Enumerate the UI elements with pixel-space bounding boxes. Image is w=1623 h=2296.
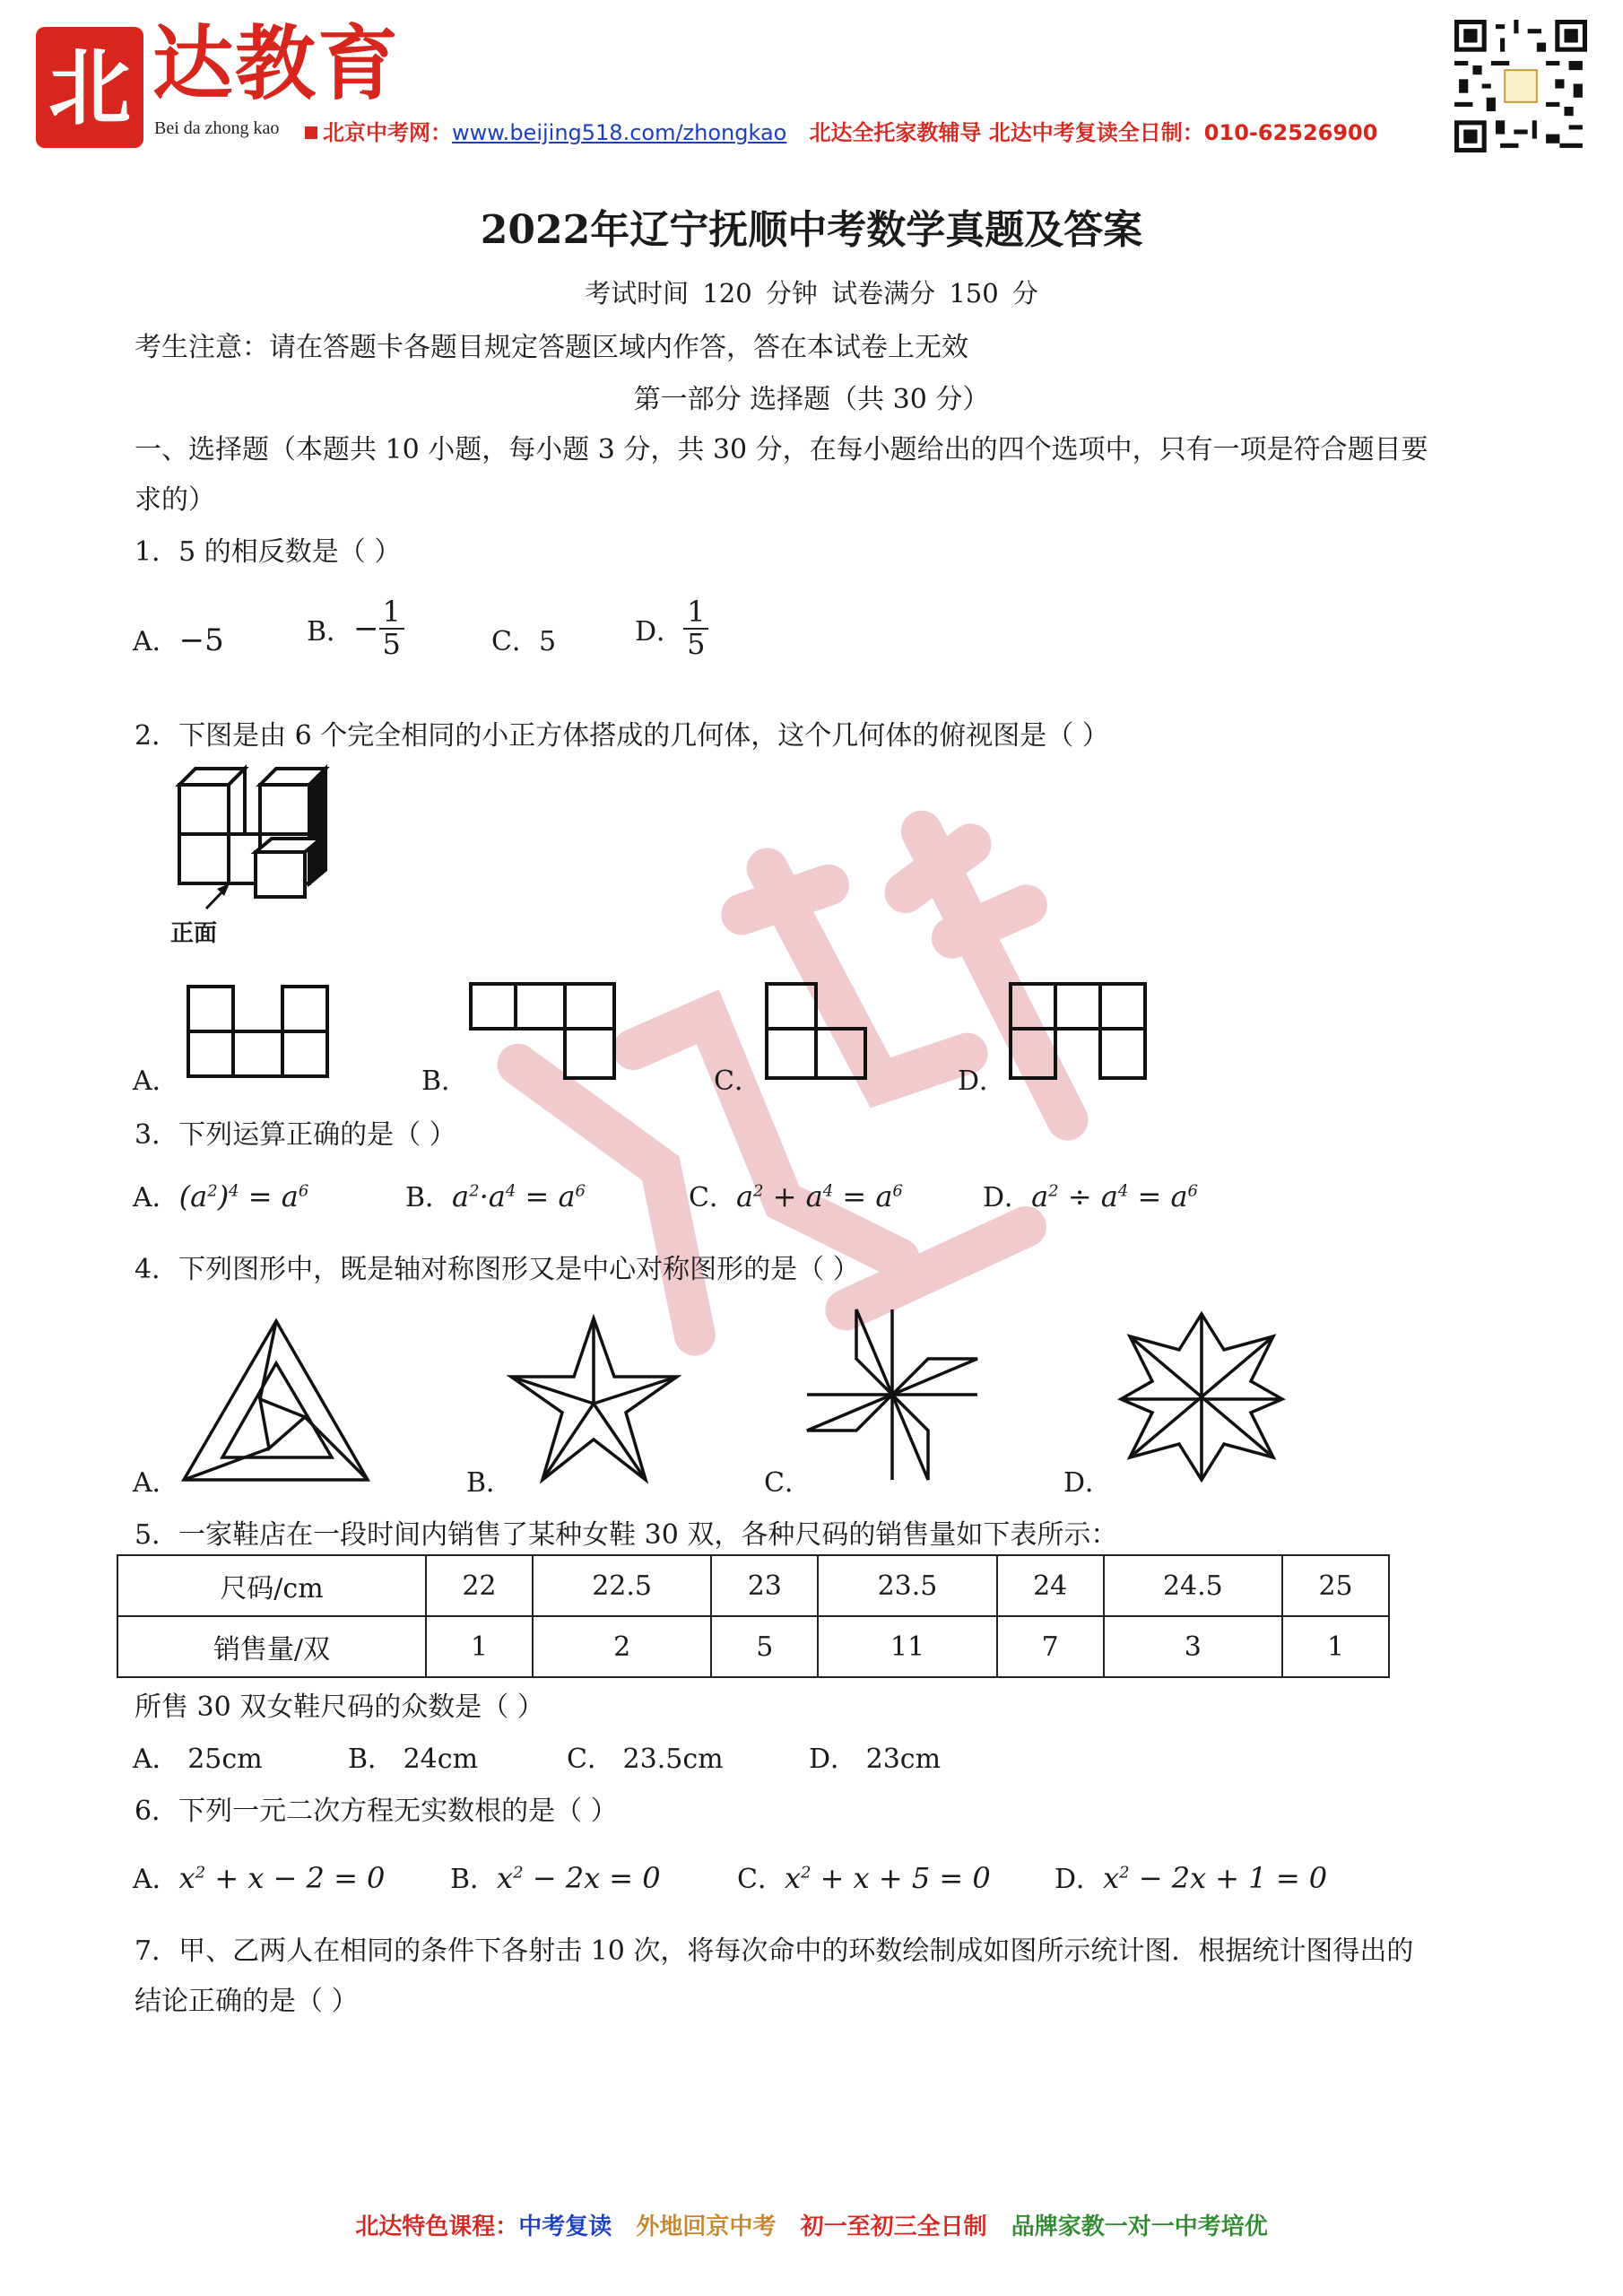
table-row <box>117 1555 1389 1616</box>
option-label: D． <box>983 1182 1032 1213</box>
q2-option-b[interactable]: B． <box>421 1065 469 1097</box>
size-table <box>117 1554 1390 1678</box>
q2-stem: 2．下图是由 6 个完全相同的小正方体搭成的几何体，这个几何体的俯视图是（ ） <box>135 720 1109 752</box>
q6-option-c[interactable]: C．$x^2 + x + 5 = 0$ <box>737 1861 991 1895</box>
table-cell: 11 <box>818 1616 996 1677</box>
front-label: 正面 <box>170 920 218 947</box>
q3-option-c[interactable]: C．$a^2 + a^4 = a^6$ <box>689 1179 903 1213</box>
table-cell: 1 <box>426 1616 533 1677</box>
option-label: A． <box>133 1864 179 1895</box>
table-cell: 23 <box>711 1555 818 1616</box>
logo-badge <box>36 27 143 148</box>
q4-option-d[interactable]: D． <box>1063 1467 1113 1499</box>
table-cell: 22 <box>426 1555 533 1616</box>
footer-item[interactable]: 外地回京中考 <box>636 2213 777 2240</box>
option-label: A． <box>133 1182 179 1213</box>
q5-option-a[interactable] <box>133 1736 263 1776</box>
q2-a-figure <box>184 982 336 1085</box>
q6-option-a[interactable]: A．$x^2 + x - 2 = 0$ <box>133 1861 386 1895</box>
option-value: 25cm <box>187 1744 263 1775</box>
table-cell: 24.5 <box>1104 1555 1282 1616</box>
q5-option-c[interactable] <box>567 1736 724 1776</box>
q4-stem: 4．下列图形中，既是轴对称图形又是中心对称图形的是（ ） <box>135 1254 860 1285</box>
header-info <box>305 115 1377 146</box>
footer-item[interactable]: 品牌家教一对一中考培优 <box>1011 2213 1268 2240</box>
q7-stem-cont: 结论正确的是（ ） <box>135 1986 359 2017</box>
option-label: B． <box>450 1864 498 1895</box>
q4-d-figure <box>1116 1309 1287 1484</box>
option-value: −5 <box>178 622 224 658</box>
option-label: B． <box>405 1182 453 1213</box>
table-cell: 2 <box>533 1616 711 1677</box>
q3-stem: 3．下列运算正确的是（ ） <box>135 1119 456 1151</box>
q4-a-figure <box>179 1314 372 1484</box>
q2-option-c[interactable]: C． <box>714 1065 761 1097</box>
q4-option-b[interactable]: B． <box>466 1467 514 1499</box>
q2-d-figure <box>1006 979 1154 1083</box>
option-value: 23cm <box>865 1744 942 1775</box>
footer-item[interactable]: 初一至初三全日制 <box>800 2213 987 2240</box>
footer-label: 北达特色课程： <box>355 2213 519 2240</box>
option-value: 24cm <box>403 1744 479 1775</box>
table-cell: 3 <box>1104 1616 1282 1677</box>
numerator: 1 <box>379 597 404 630</box>
qr-code-icon <box>1454 20 1587 152</box>
option-label: D． <box>1055 1864 1104 1895</box>
site-label: 北京中考网： <box>323 120 452 145</box>
q1-option-b[interactable] <box>307 597 404 659</box>
q4-option-a[interactable]: A． <box>133 1467 179 1499</box>
q6-stem: 6．下列一元二次方程无实数根的是（ ） <box>135 1796 618 1827</box>
q6-option-b[interactable]: B．$x^2 - 2x = 0$ <box>450 1861 661 1895</box>
table-cell: 24 <box>997 1555 1104 1616</box>
q5-option-d[interactable] <box>809 1736 941 1776</box>
q1-option-c[interactable] <box>491 619 556 658</box>
table-row <box>117 1616 1389 1677</box>
cube-figure <box>170 758 350 910</box>
option-value: 5 <box>538 626 557 657</box>
table-cell: 22.5 <box>533 1555 711 1616</box>
option-label: C． <box>737 1864 785 1895</box>
page-title: 2022年辽宁抚顺中考数学真题及答案 <box>480 207 1143 253</box>
option-label: A． <box>133 626 179 657</box>
q4-b-figure <box>507 1314 681 1484</box>
q3-option-b[interactable]: B．$a^2\cdot a^4 = a^6$ <box>405 1179 586 1213</box>
option-label: B． <box>307 615 354 648</box>
q7-stem: 7．甲、乙两人在相同的条件下各射击 10 次，将每次命中的环数绘制成如图所示统计图．根据统计图得出的 <box>135 1935 1414 1967</box>
option-label: B． <box>348 1744 395 1775</box>
q2-option-a[interactable]: A． <box>133 1065 179 1097</box>
section-heading-cont: 求的） <box>135 484 215 516</box>
fraction <box>379 597 404 659</box>
q6-option-d[interactable]: D．$x^2 - 2x + 1 = 0$ <box>1055 1861 1328 1895</box>
table-cell: 5 <box>711 1616 818 1677</box>
part-heading: 第一部分 选择题（共 30 分） <box>633 384 990 415</box>
table-cell: 7 <box>997 1616 1104 1677</box>
q2-c-figure <box>762 979 870 1083</box>
fraction <box>683 597 708 659</box>
q2-b-figure <box>466 979 623 1083</box>
site-link[interactable]: www.beijing518.com/zhongkao <box>452 120 787 145</box>
q5-stem: 5．一家鞋店在一段时间内销售了某种女鞋 30 双，各种尺码的销售量如下表所示： <box>135 1519 1118 1551</box>
table-cell: 23.5 <box>818 1555 996 1616</box>
square-icon <box>305 126 317 139</box>
option-label: C． <box>689 1182 736 1213</box>
minus-sign: − <box>353 610 379 647</box>
q3-option-a[interactable]: A．$(a^2)^4 = a^6$ <box>133 1179 309 1213</box>
q3-option-d[interactable]: D．$a^2 \div a^4 = a^6$ <box>983 1179 1198 1213</box>
footer-bar <box>0 2208 1623 2241</box>
option-label: A． <box>133 1744 179 1775</box>
footer-item[interactable]: 中考复读 <box>518 2213 612 2240</box>
notice: 考生注意：请在答题卡各题目规定答题区域内作答，答在本试卷上无效 <box>135 332 968 363</box>
q5-option-b[interactable] <box>348 1736 478 1776</box>
logo-text: 达教育 <box>152 16 400 111</box>
option-label: C． <box>567 1744 614 1775</box>
table-header: 尺码/cm <box>117 1555 426 1616</box>
option-label: D． <box>809 1744 858 1775</box>
q5-question: 所售 30 双女鞋尺码的众数是（ ） <box>135 1692 544 1723</box>
denominator: 5 <box>687 626 706 661</box>
q2-option-d[interactable]: D． <box>958 1065 1007 1097</box>
header-phone: 010-62526900 <box>1203 120 1378 145</box>
denominator: 5 <box>382 626 401 661</box>
q1-option-d[interactable] <box>635 597 708 659</box>
logo-char: 北 <box>48 39 131 136</box>
numerator: 1 <box>683 597 708 630</box>
table-header: 销售量/双 <box>117 1616 426 1677</box>
q4-c-figure <box>803 1305 982 1484</box>
option-label: C． <box>491 626 539 657</box>
table-cell: 25 <box>1282 1555 1389 1616</box>
option-value: 23.5cm <box>622 1744 724 1775</box>
section-heading: 一、选择题（本题共 10 小题，每小题 3 分，共 30 分，在每小题给出的四个选项中，只有一项是符合题目要 <box>135 434 1428 465</box>
logo-subtitle: Bei da zhong kao <box>154 118 280 138</box>
exam-info: 考试时间 120 分钟 试卷满分 150 分 <box>585 278 1038 309</box>
header-slogan: 北达全托家教辅导 北达中考复读全日制： <box>809 120 1204 145</box>
q1-stem: 1．5 的相反数是（ ） <box>135 536 402 568</box>
q1-option-a[interactable] <box>133 619 224 658</box>
table-cell: 1 <box>1282 1616 1389 1677</box>
q4-option-c[interactable]: C． <box>764 1467 812 1499</box>
option-label: D． <box>635 615 684 648</box>
